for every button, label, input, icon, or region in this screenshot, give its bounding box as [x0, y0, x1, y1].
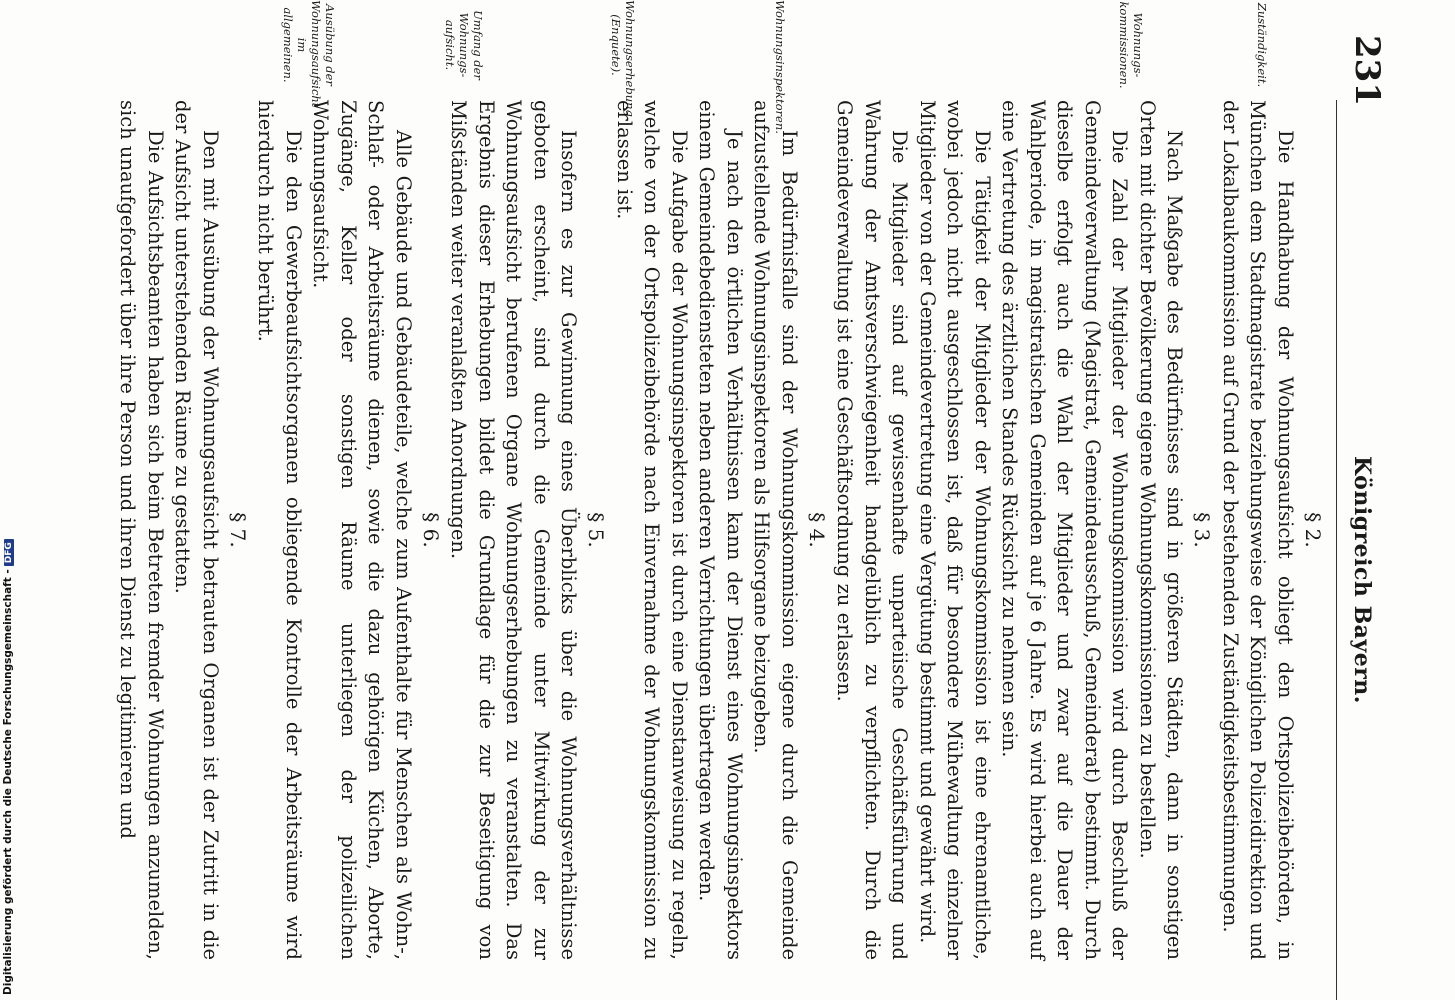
section-title: § 7. [226, 512, 250, 548]
section-2 [1217, 100, 1328, 960]
paragraph: Die Mitglieder sind auf gewissenhafte unparteiische Geschäftsführung und Wahrung der Amtsverschwiegenheit handgelüblich zu verpflichten. Durch die Gemeindeverwaltung ist eine Geschäftsordnung zu erlassen. [833, 100, 912, 960]
section-title: § 3. [1190, 512, 1215, 548]
digitization-footer [2, 539, 14, 995]
paragraph: Insofern es zur Gewinnung eines Überblicks über die Wohnungsverhältnisse geboten erscheint, sind durch die Gemeinde unter Mitwirkung der zur Wohnungsaufsicht berufenen Organe Wohnungserhebungen zu veranstalten. Das Ergebnis dieser Erhebungen bildet die Grundlage für die zur Beseitigung von Mißständen weiter veranlaßten Anordnungen. [447, 100, 581, 960]
margin-note-zustaendigkeit: Zuständigkeit. [1255, 2, 1269, 88]
text-column [114, 100, 1327, 960]
section-6 [252, 100, 445, 960]
paragraph: Die den Gewerbeaufsichtsorganen obliegende Kontrolle der Arbeitsräume wird hierdurch nicht berührt. [254, 100, 305, 960]
page-number: 231 [1347, 35, 1387, 106]
paragraph: Die Zahl der Mitglieder der Wohnungskommission wird durch Beschluß der Gemeindeverwaltung (Magistrat, Gemeindeausschuß, Gemeinderat) bestimmt. Durch dieselbe erfolgt auch die Wahl der Mitglieder und zwar auf die Dauer der Wahlperiode, in magistratischen Gemeinden auf je 6 Jahre. Es wird hierbei auch auf eine Vertretung des ärztlichen Standes Rücksicht zu nehmen sein. [998, 100, 1132, 960]
margin-note-wohnungsinspektoren: Wohnungsinspektoren. [773, 0, 787, 134]
paragraph: Den mit Ausübung der Wohnungsaufsicht betrauten Organen ist der Zutritt in die der Aufsicht unterstehenden Räume zu gestatten. [171, 100, 222, 960]
paragraph: Die Tätigkeit der Mitglieder der Wohnungskommission ist eine ehrenamtliche, wobei jedoch nicht ausgeschlossen ist, daß für besondere Mühewaltung einzelner Mitglieder von der Gemeindevertretung eine Vergütung bestimmt und gewährt wird. [916, 100, 994, 960]
margin-note-wohnungserhebung: Wohnungserhebung (Enquete). [609, 0, 637, 117]
section-title: § 2. [1301, 512, 1325, 548]
paragraph: Alle Gebäude und Gebäudeteile, welche zum Aufenthalte für Menschen als Wohn-, Schlaf- oder Arbeitsräume dienen, sowie die dazu gehörigen Küchen, Aborte, Zugänge, Keller oder sonstigen Räume unterliegen der polizeilichen Wohnungsaufsicht. [309, 100, 415, 960]
section-7 [114, 100, 252, 960]
header-rule [1336, 100, 1337, 1000]
paragraph: Je nach den örtlichen Verhältnissen kann der Dienst eines Wohnungsinspektors einem Gemeindebediensteten neben anderen Verrichtungen übertragen werden. [695, 100, 746, 960]
section-title: § 5. [584, 512, 609, 548]
paragraph: Die Aufsichtsbeamten haben sich beim Betreten fremder Wohnungen anzumelden, sich unaufgefordert über ihre Person und ihren Dienst zu legitimieren und [116, 100, 167, 960]
paragraph: Die Aufgabe der Wohnungsinspektoren ist durch eine Dienstanweisung zu regeln, welche von der Ortspolizeibehörde nach Einvernahme der Wohnungskommission zu erlassen ist. [613, 100, 691, 960]
section-title: § 4. [805, 512, 829, 548]
margin-note-ausuebung: Ausübung der Wohnungsaufsicht im allgemeinen. [281, 0, 337, 108]
margin-note-wohnungskommissionen: Wohnungs-kommissionen. [1117, 1, 1145, 89]
paragraph: Im Bedürfnisfalle sind der Wohnungskommission eigene durch die Gemeinde aufzustellende Wohnungsinspektoren als Hilfsorgane beizugeben. [750, 100, 801, 960]
margin-note-umfang: Umfang der Wohnungs-aufsicht. [443, 10, 485, 80]
section-3 [831, 100, 1217, 960]
section-title: § 6. [419, 512, 443, 548]
section-4 [611, 100, 832, 960]
footer-text: Digitalisierung gefördert durch die Deutsche Forschungsgemeinschaft - [2, 569, 14, 995]
section-5 [445, 100, 611, 960]
paragraph: Nach Maßgabe des Bedürfnisses sind in größeren Städten, dann in sonstigen Orten mit dichter Bevölkerung eigene Wohnungskommissionen zu bestellen. [1136, 100, 1187, 960]
paragraph: Die Handhabung der Wohnungsaufsicht obliegt den Ortspolizeibehörden, in München dem Stadtmagistrate beziehungsweise der Königlichen Polizeidirektion und der Lokalbaukommission auf Grund der bestehenden Zuständigkeitsbestimmungen. [1219, 100, 1297, 960]
running-head: Königreich Bayern. [1349, 456, 1375, 704]
dfg-logo: DFG [4, 539, 14, 566]
